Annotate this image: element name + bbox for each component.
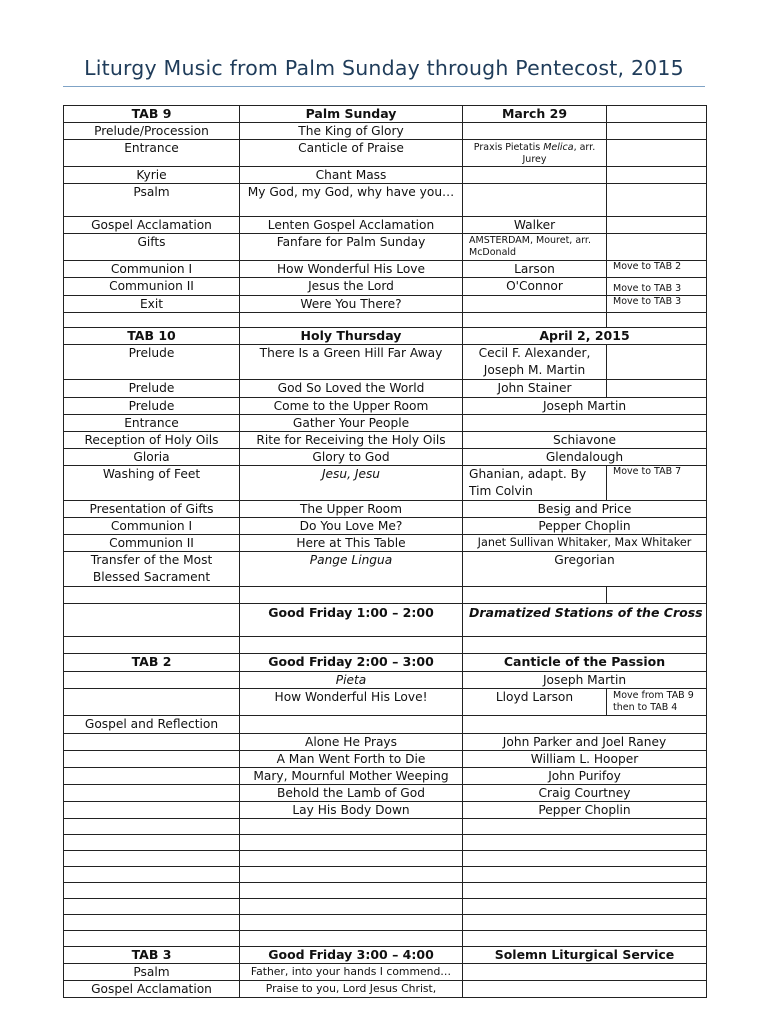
part-cell: Exit — [64, 296, 240, 313]
composer-cell: Pepper Choplin — [463, 518, 707, 535]
part-cell: Reception of Holy Oils — [64, 432, 240, 449]
table-row — [64, 552, 707, 587]
date-label: March 29 — [463, 106, 607, 123]
part-cell: Prelude — [64, 398, 240, 415]
table-row — [64, 672, 707, 689]
section-header-good-friday-2 — [64, 654, 707, 672]
composer-cell: Cecil F. Alexander, Joseph M. Martin — [463, 345, 607, 380]
table-row — [64, 278, 707, 296]
table-row — [64, 345, 707, 380]
table-row — [64, 751, 707, 768]
table-row — [64, 768, 707, 785]
section-header-good-friday-3 — [64, 947, 707, 964]
time-label: Good Friday 3:00 – 4:00 — [240, 947, 463, 964]
part-cell: Kyrie — [64, 167, 240, 184]
table-row — [64, 501, 707, 518]
table-row — [64, 415, 707, 432]
part-cell: Psalm — [64, 964, 240, 981]
table-row — [64, 123, 707, 140]
song-cell: Gather Your People — [240, 415, 463, 432]
part-cell: Transfer of the Most Blessed Sacrament — [64, 552, 240, 587]
table-row — [64, 964, 707, 981]
song-cell: Alone He Prays — [240, 734, 463, 751]
song-cell: The King of Glory — [240, 123, 463, 140]
composer-cell: Schiavone — [463, 432, 707, 449]
composer-cell: Joseph Martin — [463, 672, 707, 689]
day-label: Holy Thursday — [240, 328, 463, 345]
composer-cell: Lloyd Larson — [463, 689, 607, 716]
tab-label: TAB 2 — [64, 654, 240, 672]
table-row — [64, 734, 707, 751]
part-cell: Prelude/Procession — [64, 123, 240, 140]
composer-cell: John Parker and Joel Raney — [463, 734, 707, 751]
service-label: Dramatized Stations of the Cross — [463, 604, 707, 637]
part-cell: Gospel Acclamation — [64, 981, 240, 998]
composer-cell: William L. Hooper — [463, 751, 707, 768]
song-cell: Chant Mass — [240, 167, 463, 184]
song-cell: Jesus the Lord — [240, 278, 463, 296]
table-row — [64, 981, 707, 998]
composer-cell: AMSTERDAM, Mouret, arr. McDonald — [463, 234, 607, 261]
tab-label: TAB 10 — [64, 328, 240, 345]
note-cell: Move to TAB 3 — [607, 296, 707, 313]
note-cell: Move to TAB 2 — [607, 261, 707, 278]
table-row — [64, 785, 707, 802]
table-row — [64, 802, 707, 819]
composer-cell: Besig and Price — [463, 501, 707, 518]
song-cell: My God, my God, why have you… — [240, 184, 463, 217]
blank-row — [64, 899, 707, 915]
composer-cell: Glendalough — [463, 449, 707, 466]
tab-label: TAB 9 — [64, 106, 240, 123]
table-row — [64, 518, 707, 535]
table-row — [64, 689, 707, 716]
song-cell: Pange Lingua — [240, 552, 463, 587]
time-label: Good Friday 1:00 – 2:00 — [240, 604, 463, 637]
part-cell: Gifts — [64, 234, 240, 261]
composer-cell: John Purifoy — [463, 768, 707, 785]
section-header-palm-sunday — [64, 106, 707, 123]
composer-cell: Pepper Choplin — [463, 802, 707, 819]
blank-row — [64, 883, 707, 899]
blank-row — [64, 867, 707, 883]
song-cell: Were You There? — [240, 296, 463, 313]
table-row — [64, 449, 707, 466]
table-row — [64, 466, 707, 501]
table-row — [64, 261, 707, 278]
date-label: April 2, 2015 — [463, 328, 707, 345]
song-cell: Praise to you, Lord Jesus Christ, — [240, 981, 463, 998]
song-cell: Lay His Body Down — [240, 802, 463, 819]
part-cell: Entrance — [64, 140, 240, 167]
part-cell: Communion I — [64, 261, 240, 278]
song-cell: Canticle of Praise — [240, 140, 463, 167]
day-label: Palm Sunday — [240, 106, 463, 123]
table-row — [64, 535, 707, 552]
part-cell: Washing of Feet — [64, 466, 240, 501]
tab-label: TAB 3 — [64, 947, 240, 964]
composer-cell: John Stainer — [463, 380, 607, 398]
composer-cell: Janet Sullivan Whitaker, Max Whitaker — [463, 535, 707, 552]
part-cell: Gospel Acclamation — [64, 217, 240, 234]
part-cell: Presentation of Gifts — [64, 501, 240, 518]
table-row — [64, 184, 707, 217]
blank-row — [64, 931, 707, 947]
song-cell: God So Loved the World — [240, 380, 463, 398]
song-cell: Glory to God — [240, 449, 463, 466]
song-cell: Behold the Lamb of God — [240, 785, 463, 802]
song-cell: Lenten Gospel Acclamation — [240, 217, 463, 234]
part-cell: Entrance — [64, 415, 240, 432]
composer-cell: Joseph Martin — [463, 398, 707, 415]
song-cell: Father, into your hands I commend… — [240, 964, 463, 981]
song-cell: There Is a Green Hill Far Away — [240, 345, 463, 380]
part-cell: Communion II — [64, 535, 240, 552]
note-cell: Move to TAB 7 — [607, 466, 707, 501]
song-cell: The Upper Room — [240, 501, 463, 518]
composer-cell: Ghanian, adapt. By Tim Colvin — [463, 466, 607, 501]
table-row — [64, 398, 707, 415]
time-label: Good Friday 2:00 – 3:00 — [240, 654, 463, 672]
table-row — [64, 234, 707, 261]
song-cell: Rite for Receiving the Holy Oils — [240, 432, 463, 449]
blank-row — [64, 637, 707, 654]
part-cell: Communion II — [64, 278, 240, 296]
composer-cell: Praxis Pietatis Melica, arr. Jurey — [463, 140, 607, 167]
song-cell: Jesu, Jesu — [240, 466, 463, 501]
composer-cell — [463, 123, 607, 140]
song-cell: How Wonderful His Love — [240, 261, 463, 278]
blank-row — [64, 851, 707, 867]
blank-row — [64, 915, 707, 931]
composer-cell: Craig Courtney — [463, 785, 707, 802]
song-cell: Come to the Upper Room — [240, 398, 463, 415]
composer-cell: Walker — [463, 217, 607, 234]
table-row — [64, 217, 707, 234]
part-cell: Prelude — [64, 380, 240, 398]
table-row — [64, 716, 707, 734]
song-cell: A Man Went Forth to Die — [240, 751, 463, 768]
composer-cell: O'Connor — [463, 278, 607, 296]
note-cell: Move to TAB 3 — [607, 278, 707, 296]
part-cell: Prelude — [64, 345, 240, 380]
service-label: Canticle of the Passion — [463, 654, 707, 672]
blank-row — [64, 313, 707, 328]
song-cell: How Wonderful His Love! — [240, 689, 463, 716]
table-row — [64, 432, 707, 449]
table-row — [64, 380, 707, 398]
table-row — [64, 296, 707, 313]
song-cell: Do You Love Me? — [240, 518, 463, 535]
section-header-good-friday-1 — [64, 604, 707, 637]
table-row — [64, 167, 707, 184]
song-cell: Here at This Table — [240, 535, 463, 552]
part-cell: Gloria — [64, 449, 240, 466]
table-row — [64, 140, 707, 167]
blank-row — [64, 587, 707, 604]
page-title: Liturgy Music from Palm Sunday through Pentecost, 2015 — [84, 56, 684, 80]
blank-row — [64, 819, 707, 835]
title-rule — [63, 86, 705, 87]
part-cell: Communion I — [64, 518, 240, 535]
blank-row — [64, 835, 707, 851]
service-label: Solemn Liturgical Service — [463, 947, 707, 964]
part-cell: Gospel and Reflection — [64, 716, 240, 734]
song-cell: Pieta — [240, 672, 463, 689]
composer-cell: Larson — [463, 261, 607, 278]
part-cell: Psalm — [64, 184, 240, 217]
section-header-holy-thursday — [64, 328, 707, 345]
song-cell: Mary, Mournful Mother Weeping — [240, 768, 463, 785]
liturgy-schedule-table — [63, 105, 707, 998]
note-cell: Move from TAB 9 then to TAB 4 — [607, 689, 707, 716]
song-cell: Fanfare for Palm Sunday — [240, 234, 463, 261]
composer-cell: Gregorian — [463, 552, 707, 587]
